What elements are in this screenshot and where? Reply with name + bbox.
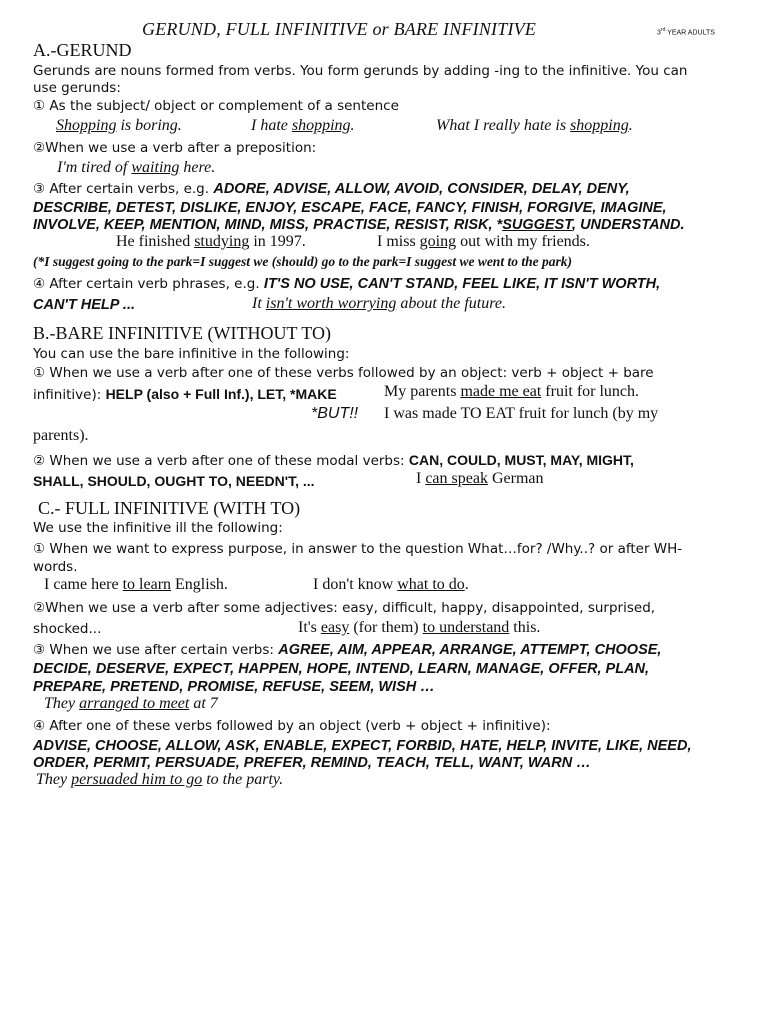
rule-text: When we use a verb after one of these verbs followed by an object: verb + object + bare xyxy=(45,365,654,381)
bare-example-1-passive-end: parents). xyxy=(33,427,89,444)
full-example-4: They persuaded him to go to the party. xyxy=(36,771,284,788)
level-number: 3 xyxy=(657,29,661,37)
full-rule-4 xyxy=(33,718,551,735)
rule-number: ④ xyxy=(33,276,46,292)
full-rule-3 xyxy=(33,642,661,659)
gerund-example-4: It isn't worth worrying about the future. xyxy=(252,295,506,312)
full-example-1b: I don't know what to do. xyxy=(313,576,469,593)
gerund-rule-1 xyxy=(33,98,399,115)
gerund-example-1b: I hate shopping. xyxy=(251,117,355,134)
full-example-2: It's easy (for them) to understand this. xyxy=(298,619,541,636)
gerund-phrases-line-2: CAN'T HELP ... xyxy=(33,297,135,313)
full-rule-2-line-2: shocked... xyxy=(33,621,102,637)
gerund-example-3b: I miss going out with my friends. xyxy=(377,233,590,250)
level-ordinal: rd xyxy=(660,27,666,33)
rule-text: When we use a verb after a preposition: xyxy=(45,140,317,156)
bare-modals-line-2: SHALL, SHOULD, OUGHT TO, NEEDN'T, ... xyxy=(33,473,315,489)
level-label xyxy=(657,27,715,36)
bare-intro: You can use the bare infinitive in the following: xyxy=(33,346,350,362)
full-infinitive-heading: C.- FULL INFINITIVE (WITH TO) xyxy=(38,498,301,518)
phrase-list: IT'S NO USE, CAN'T STAND, FEEL LIKE, IT ISN'T WORTH, xyxy=(263,276,661,292)
full-verbs-4-line-2: ORDER, PERMIT, PERSUADE, PREFER, REMIND, TEACH, TELL, WANT, WARN … xyxy=(33,755,591,771)
rule-text: When we use a verb after one of these modal verbs: xyxy=(45,453,409,469)
suggest-note: (*I suggest going to the park=I suggest we (should) go to the park=I suggest we went to the park) xyxy=(33,254,572,269)
verb-list: HELP (also + Full Inf.), LET, *MAKE xyxy=(105,386,337,402)
rule-number: ② xyxy=(33,453,46,469)
gerund-example-1a: Shopping is boring. xyxy=(56,117,182,134)
bare-infinitive-heading: B.-BARE INFINITIVE (WITHOUT TO) xyxy=(33,323,331,343)
rule-number: ③ xyxy=(33,181,46,197)
rule-number: ④ xyxy=(33,718,46,734)
rule-text: After certain verb phrases, e.g. xyxy=(45,276,264,292)
modal-list: CAN, COULD, MUST, MAY, MIGHT, xyxy=(408,452,634,468)
gerund-intro-line-2: use gerunds: xyxy=(33,80,121,96)
full-example-1a: I came here to learn English. xyxy=(44,576,228,593)
rule-number: ① xyxy=(33,365,46,381)
gerund-rule-4 xyxy=(33,276,660,293)
bare-example-1-passive: I was made TO EAT fruit for lunch (by my xyxy=(384,405,659,422)
rule-text: When we use a verb after some adjectives: easy, difficult, happy, disappointed, surprised, xyxy=(45,600,656,616)
full-rule-1 xyxy=(33,541,682,558)
full-verbs-4-line-1: ADVISE, CHOOSE, ALLOW, ASK, ENABLE, EXPECT, FORBID, HATE, HELP, INVITE, LIKE, NEED, xyxy=(33,738,692,754)
page-title: GERUND, FULL INFINITIVE or BARE INFINITIVE xyxy=(142,19,537,39)
gerund-heading: A.-GERUND xyxy=(33,40,132,60)
level-text: YEAR ADULTS xyxy=(665,29,715,37)
rule-number: ① xyxy=(33,98,46,114)
full-rule-1-line-2: words. xyxy=(33,559,78,575)
full-verbs-line-3: PREPARE, PRETEND, PROMISE, REFUSE, SEEM, WISH … xyxy=(33,679,435,695)
bare-rule-2 xyxy=(33,452,634,470)
bare-rule-1 xyxy=(33,365,654,382)
full-example-3: They arranged to meet at 7 xyxy=(44,695,218,712)
rule-text: When we use after certain verbs: xyxy=(45,642,279,658)
rule-number: ③ xyxy=(33,642,46,658)
full-rule-2 xyxy=(33,600,655,617)
gerund-rule-2 xyxy=(33,140,316,157)
full-verbs-line-2: DECIDE, DESERVE, EXPECT, HAPPEN, HOPE, INTEND, LEARN, MANAGE, OFFER, PLAN, xyxy=(33,661,650,677)
gerund-rule-3 xyxy=(33,181,630,198)
bare-but-note xyxy=(311,405,358,423)
gerund-example-2: I'm tired of waiting here. xyxy=(57,159,216,176)
rule-text: After certain verbs, e.g. xyxy=(45,181,214,197)
rule-number: ① xyxy=(33,541,46,557)
full-intro: We use the infinitive ill the following: xyxy=(33,520,283,536)
but-label: *BUT!! xyxy=(311,405,359,422)
bare-example-2: I can speak German xyxy=(416,470,544,487)
rule-text: When we want to express purpose, in answer to the question What…for? /Why..? or after WH- xyxy=(45,541,683,557)
verb-list: AGREE, AIM, APPEAR, ARRANGE, ATTEMPT, CHOOSE, xyxy=(278,642,662,658)
gerund-intro-line-1: Gerunds are nouns formed from verbs. You form gerunds by adding -ing to the infinitive. You can xyxy=(33,63,688,79)
bare-rule-1-line-2: infinitive): HELP (also + Full Inf.), LET, *MAKE xyxy=(33,386,337,403)
rule-text: As the subject/ object or complement of a sentence xyxy=(45,98,399,114)
gerund-verbs-line-3: INVOLVE, KEEP, MENTION, MIND, MISS, PRACTISE, RESIST, RISK, *SUGGEST, UNDERSTAND. xyxy=(33,217,685,233)
verb-list: ADORE, ADVISE, ALLOW, AVOID, CONSIDER, DELAY, DENY, xyxy=(213,181,630,197)
gerund-verbs-line-2: DESCRIBE, DETEST, DISLIKE, ENJOY, ESCAPE, FACE, FANCY, FINISH, FORGIVE, IMAGINE, xyxy=(33,200,667,216)
rule-number: ② xyxy=(33,600,46,616)
rule-text: After one of these verbs followed by an object (verb + object + infinitive): xyxy=(45,718,551,734)
bare-example-1: My parents made me eat fruit for lunch. xyxy=(384,383,640,400)
gerund-example-3a: He finished studying in 1997. xyxy=(116,233,306,250)
gerund-example-1c: What I really hate is shopping. xyxy=(436,117,633,134)
rule-number: ② xyxy=(33,140,46,156)
